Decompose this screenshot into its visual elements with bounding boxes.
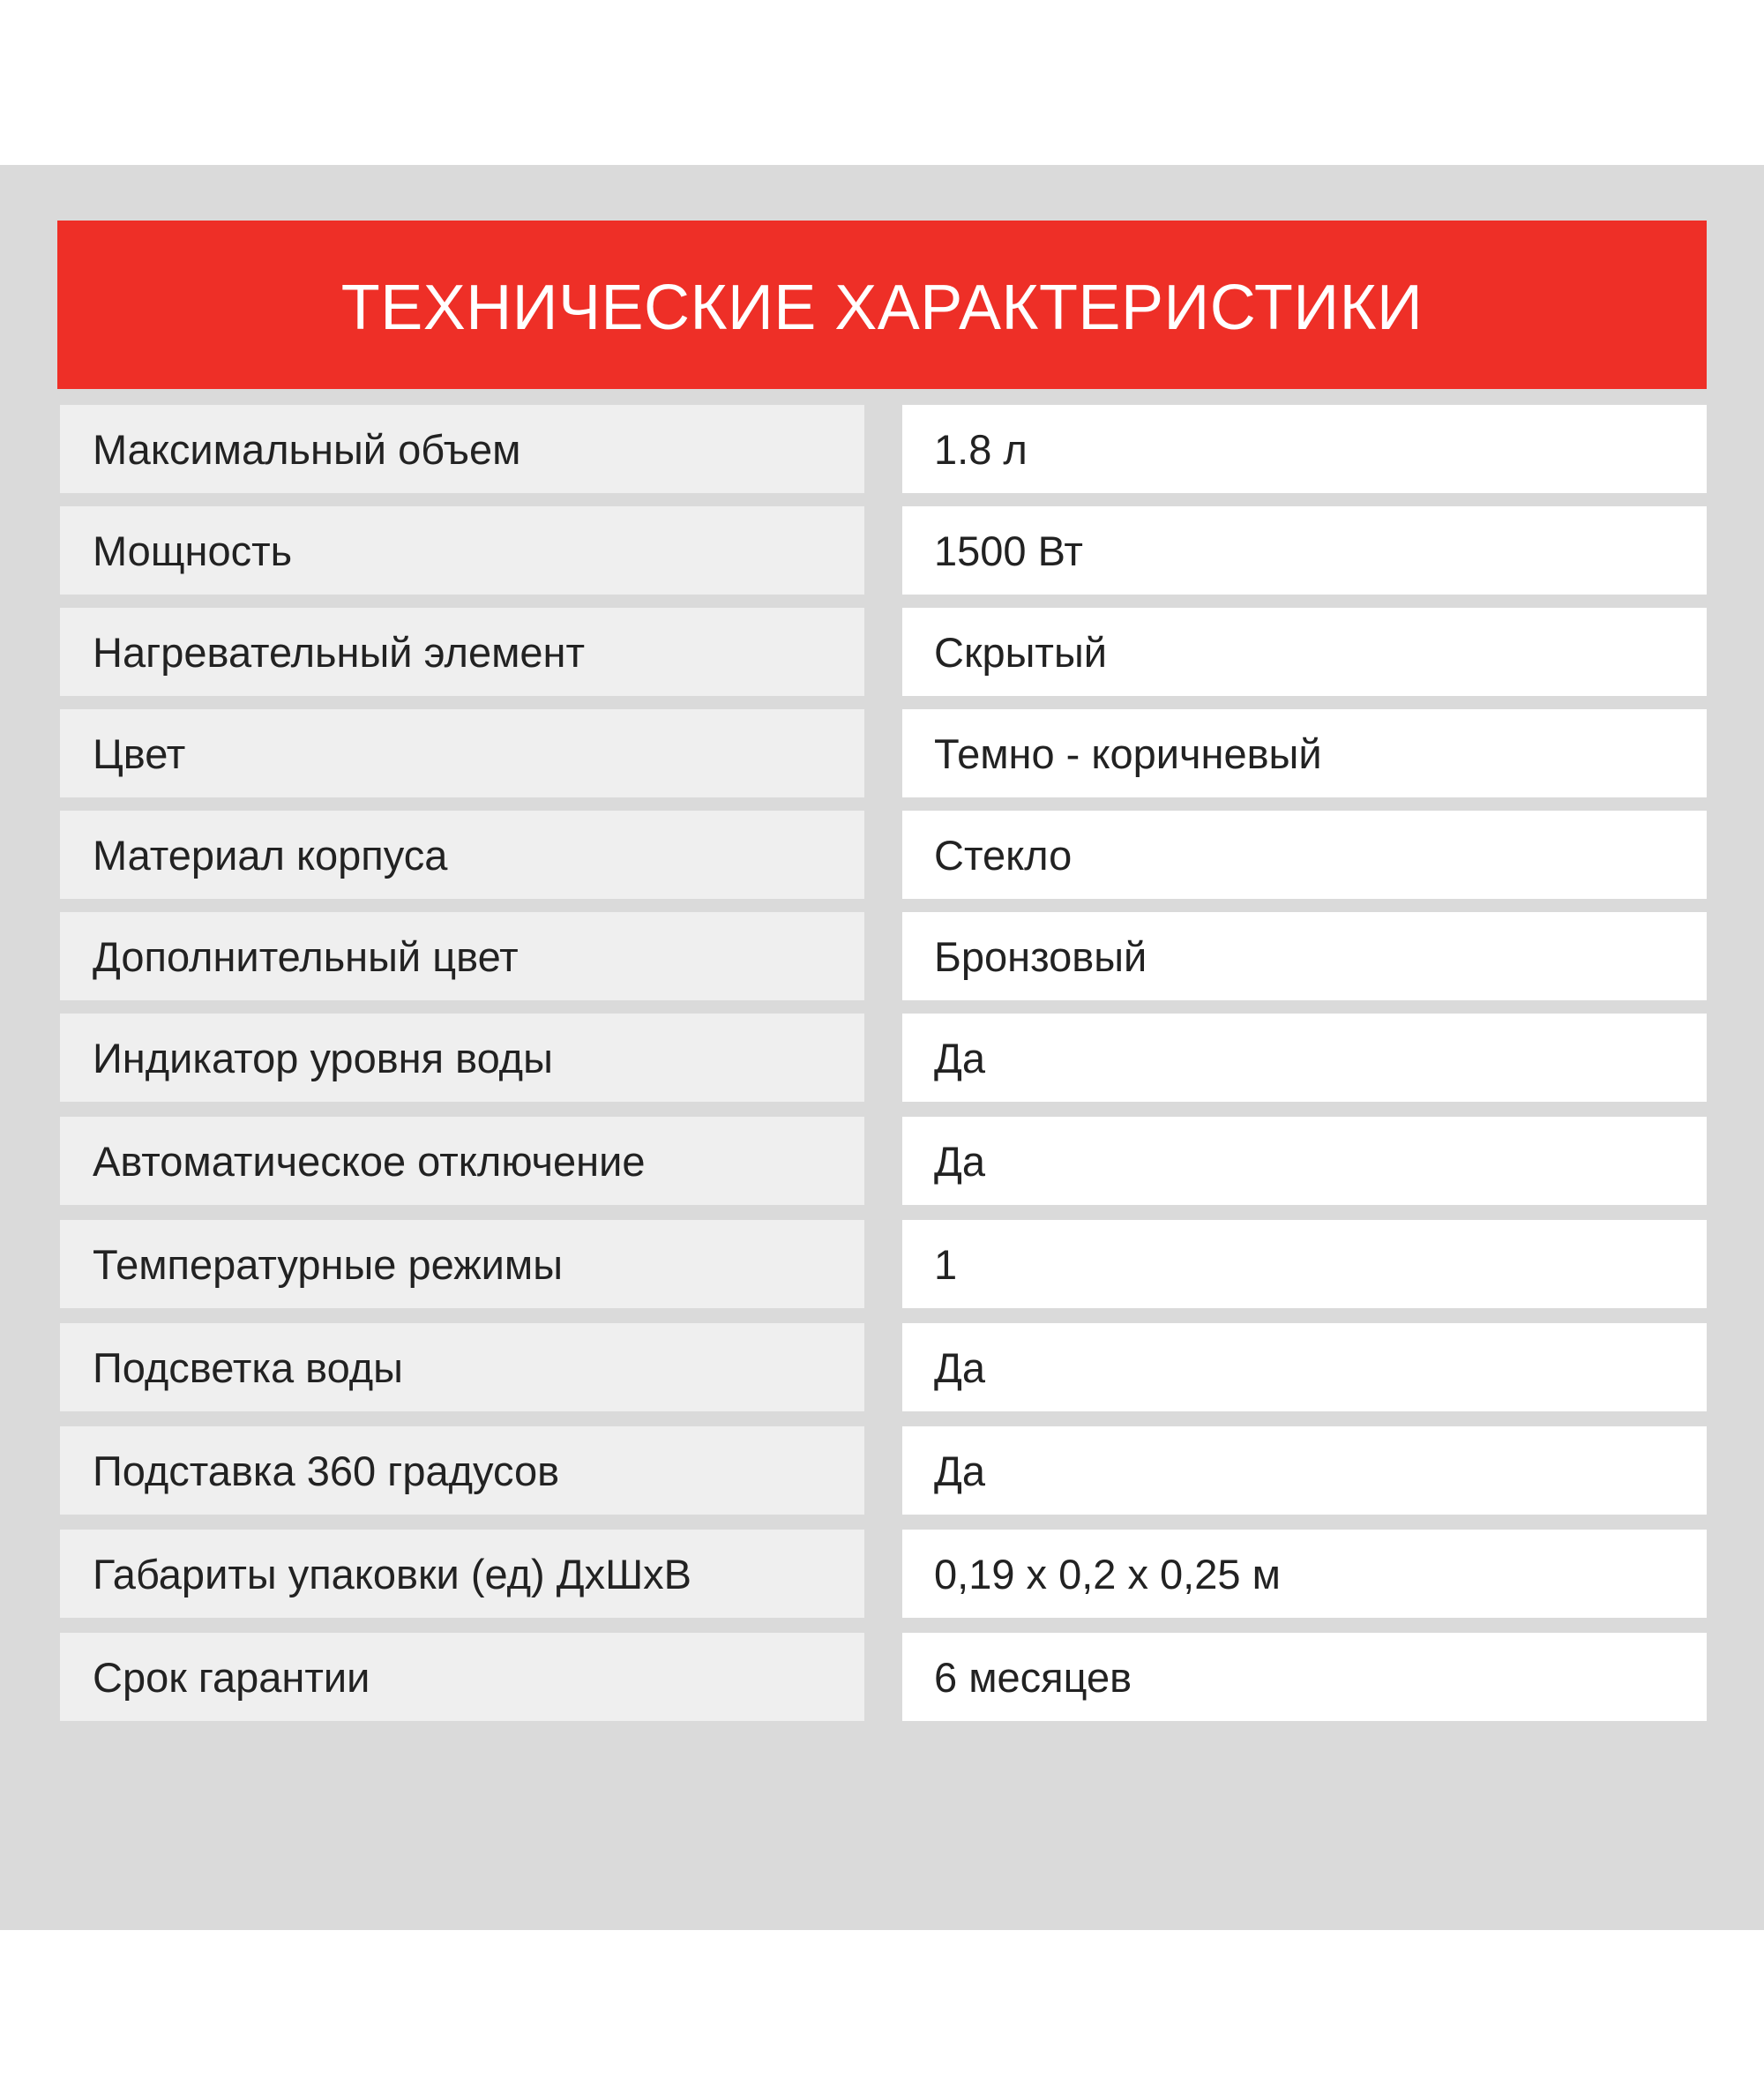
spec-value: 1 [902, 1220, 1707, 1308]
spec-row [0, 405, 1764, 493]
spec-value: 6 месяцев [902, 1633, 1707, 1721]
spec-row [0, 709, 1764, 797]
page-title: ТЕХНИЧЕСКИЕ ХАРАКТЕРИСТИКИ [340, 272, 1424, 343]
spec-label: Материал корпуса [60, 811, 864, 899]
spec-value: Да [902, 1117, 1707, 1205]
spec-label: Индикатор уровня воды [60, 1014, 864, 1102]
spec-label: Температурные режимы [60, 1220, 864, 1308]
spec-value: Стекло [902, 811, 1707, 899]
spec-value: Темно - коричневый [902, 709, 1707, 797]
spec-label: Дополнительный цвет [60, 912, 864, 1000]
spec-value: 1500 Вт [902, 506, 1707, 595]
spec-label: Подставка 360 градусов [60, 1426, 864, 1515]
spec-label: Мощность [60, 506, 864, 595]
spec-row [0, 608, 1764, 696]
spec-row [0, 811, 1764, 899]
spec-value: Скрытый [902, 608, 1707, 696]
spec-value: Да [902, 1014, 1707, 1102]
spec-label: Автоматическое отключение [60, 1117, 864, 1205]
spec-label: Срок гарантии [60, 1633, 864, 1721]
spec-row [0, 912, 1764, 1000]
spec-label: Максимальный объем [60, 405, 864, 493]
spec-value: 0,19 х 0,2 х 0,25 м [902, 1530, 1707, 1618]
spec-row [0, 1014, 1764, 1102]
spec-label: Подсветка воды [60, 1323, 864, 1411]
spec-row [0, 1220, 1764, 1308]
spec-row [0, 1426, 1764, 1515]
spec-value: Бронзовый [902, 912, 1707, 1000]
title-banner [57, 221, 1707, 389]
spec-label: Нагревательный элемент [60, 608, 864, 696]
spec-label: Цвет [60, 709, 864, 797]
spec-label: Габариты упаковки (ед) ДхШхВ [60, 1530, 864, 1618]
spec-row [0, 1530, 1764, 1618]
spec-value: Да [902, 1323, 1707, 1411]
spec-value: 1.8 л [902, 405, 1707, 493]
spec-row [0, 506, 1764, 595]
specs-panel [0, 165, 1764, 1930]
spec-row [0, 1633, 1764, 1721]
spec-row [0, 1323, 1764, 1411]
spec-value: Да [902, 1426, 1707, 1515]
spec-row [0, 1117, 1764, 1205]
